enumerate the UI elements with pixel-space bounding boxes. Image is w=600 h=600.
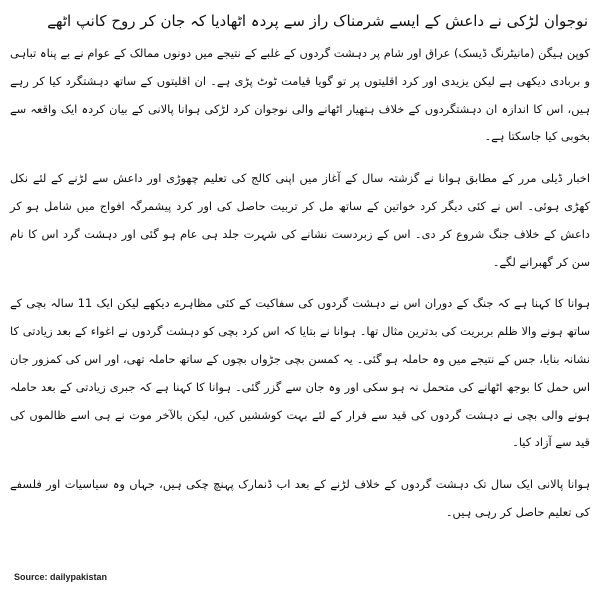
article-paragraph: کوپن ہیگن (مانیٹرنگ ڈیسک) عراق اور شام پر دہشت گردوں کے غلبے کے نتیجے میں دونوں ممالک کے عوام نے بے پناہ تباہی و بربادی دیکھی ہے لیکن یزیدی اور کرد اقلیتوں پر تو گویا قیامت ٹوٹ پڑی ہے۔ ان اقلیتوں کے ساتھ دہشتگرد کیا کر رہے ہیں، اس کا اندازہ ان دہشتگردوں کے خلاف ہتھیار اٹھانے والی نوجوان کرد لڑکی ہوانا پالانی کے بیان کردہ ایک واقعہ سے بخوبی کیا جاسکتا ہے۔ <box>10 46 590 144</box>
article-paragraph: اخبار ڈیلی مرر کے مطابق ہوانا نے گزشتہ سال کے آغاز میں اپنی کالج کی تعلیم چھوڑی اور داعش سے لڑنے کے لئے نکل کھڑی ہوئی۔ اس نے کئی دیگر کرد خواتین کے ساتھ مل کر تربیت حاصل کی اور کرد پیشمرگہ افواج میں شامل ہو کر داعش کے خلاف جنگ شروع کر دی۔ اس کے زبردست نشانے کی شہرت جلد ہی عام ہو گئی اور دہشت گرد اس کا نام سن کر گھبرانے لگے۔ <box>10 171 590 269</box>
article-paragraph: ہوانا پالانی ایک سال تک دہشت گردوں کے خلاف لڑنے کے بعد اب ڈنمارک پہنچ چکی ہیں، جہاں وہ سیاسیات اور فلسفے کی تعلیم حاصل کر رہی ہیں۔ <box>10 477 590 519</box>
article-title: نوجوان لڑکی نے داعش کے ایسے شرمناک راز سے پردہ اٹھادیا کہ جان کر روح کانپ اٹھے <box>47 12 588 30</box>
source-credit: Source: dailypakistan <box>14 572 108 582</box>
article-paragraph: ہوانا کا کہنا ہے کہ جنگ کے دوران اس نے دہشت گردوں کی سفاکیت کے کئی مظاہرے دیکھے لیکن ایک 11 سالہ بچی کے ساتھ ہونے والا ظلم بربریت کی بدترین مثال تھا۔ ہوانا نے بتایا کہ اس کرد بچی کو دہشت گردوں نے اغواء کے بعد زیادتی کا نشانہ بنایا، جس کے نتیجے میں وہ حاملہ ہو گئی۔ یہ کمسن بچی جڑواں بچوں کے ساتھ حاملہ تھی، اور اس کی کمزور جان اس حمل کا بوجھ اٹھانے کی متحمل نہ ہو سکی اور وہ جان سے گزر گئی۔ ہوانا کا کہنا ہے کہ جبری زیادتی کے بعد حاملہ ہونے والی بچی نے دہشت گردوں کی قید سے فرار کے لئے بہت کوششیں کیں، لیکن بالآخر موت نے ہی اسے ظالموں کی قید سے آزاد کیا۔ <box>10 296 590 450</box>
